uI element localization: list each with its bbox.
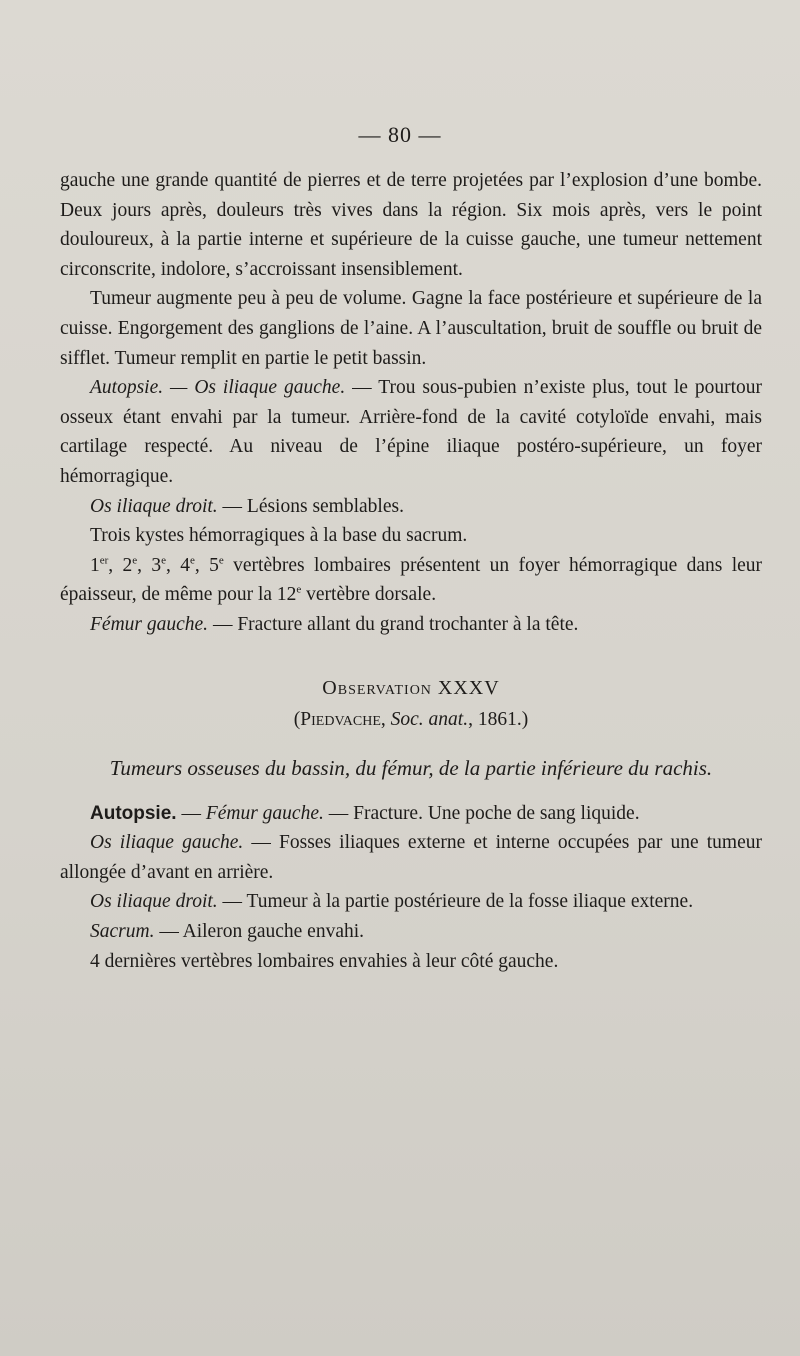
paragraph-10: Os iliaque droit. — Tumeur à la partie postérieure de la fosse iliaque externe. <box>90 891 694 913</box>
observation-source: (Piedvache, Soc. anat., 1861.) <box>293 709 529 731</box>
paragraph-3: Autopsie. — Os iliaque gauche. — Trou sous-pubien n’existe plus, tout le pourtour osseux étant envahi par la tumeur. Arrière-fond de la cavité cotyloïde envahi, mais cartilage respecté. Au niveau de l’épine iliaque postéro-supérieure, un foyer hémorragique. <box>60 377 762 487</box>
paragraph-2: Tumeur augmente peu à peu de volume. Gagne la face postérieure et supérieure de la cuisse. Engorgement des ganglions de l’aine. A l’auscultation, bruit de souffle ou bruit de sifflet. Tumeur remplit en partie le petit bassin. <box>60 288 762 369</box>
paragraph-5: Trois kystes hémorragiques à la base du sacrum. <box>90 525 468 547</box>
paragraph-12: 4 dernières vertèbres lombaires envahies à leur côté gauche. <box>90 950 559 972</box>
observation-title: Tumeurs osseuses du bassin, du fémur, de la partie inférieure du rachis. <box>109 755 713 780</box>
right-iliac-label: Os iliaque droit. <box>90 495 218 517</box>
observation-heading: Observation XXXV <box>322 676 500 699</box>
paragraph-8: Autopsie. — Fémur gauche. — Fracture. Une poche de sang liquide. <box>90 802 640 824</box>
paragraph-7: Fémur gauche. — Fracture allant du grand trochanter à la tête. <box>90 613 579 635</box>
paragraph-6: 1er, 2e, 3e, 4e, 5e vertèbres lombaires présentent un foyer hémorragique dans leur épaisseur, de même pour la 12e vertèbre dorsale. <box>60 554 763 606</box>
body-text <box>60 166 762 976</box>
paragraph-11: Sacrum. — Aileron gauche envahi. <box>90 921 365 943</box>
autopsy-label: Autopsie. — Os iliaque gauche. <box>90 377 346 399</box>
page-number: — 80 — <box>358 122 442 147</box>
paragraph-4: Os iliaque droit. — Lésions semblables. <box>90 495 404 517</box>
left-femur-label: Fémur gauche. <box>90 613 209 635</box>
paragraph-9: Os iliaque gauche. — Fosses iliaques externe et interne occupées par une tumeur allongée d’avant en arrière. <box>60 832 762 883</box>
paragraph-1: gauche une grande quantité de pierres et de terre projetées par l’explosion d’une bombe. Deux jours après, douleurs très vives dans la région. Six mois après, vers le point douloureux, à la partie interne et supérieure de la cuisse gauche, une tumeur nettement circonscrite, indolore, s’accroissant insensiblement. <box>60 170 762 280</box>
